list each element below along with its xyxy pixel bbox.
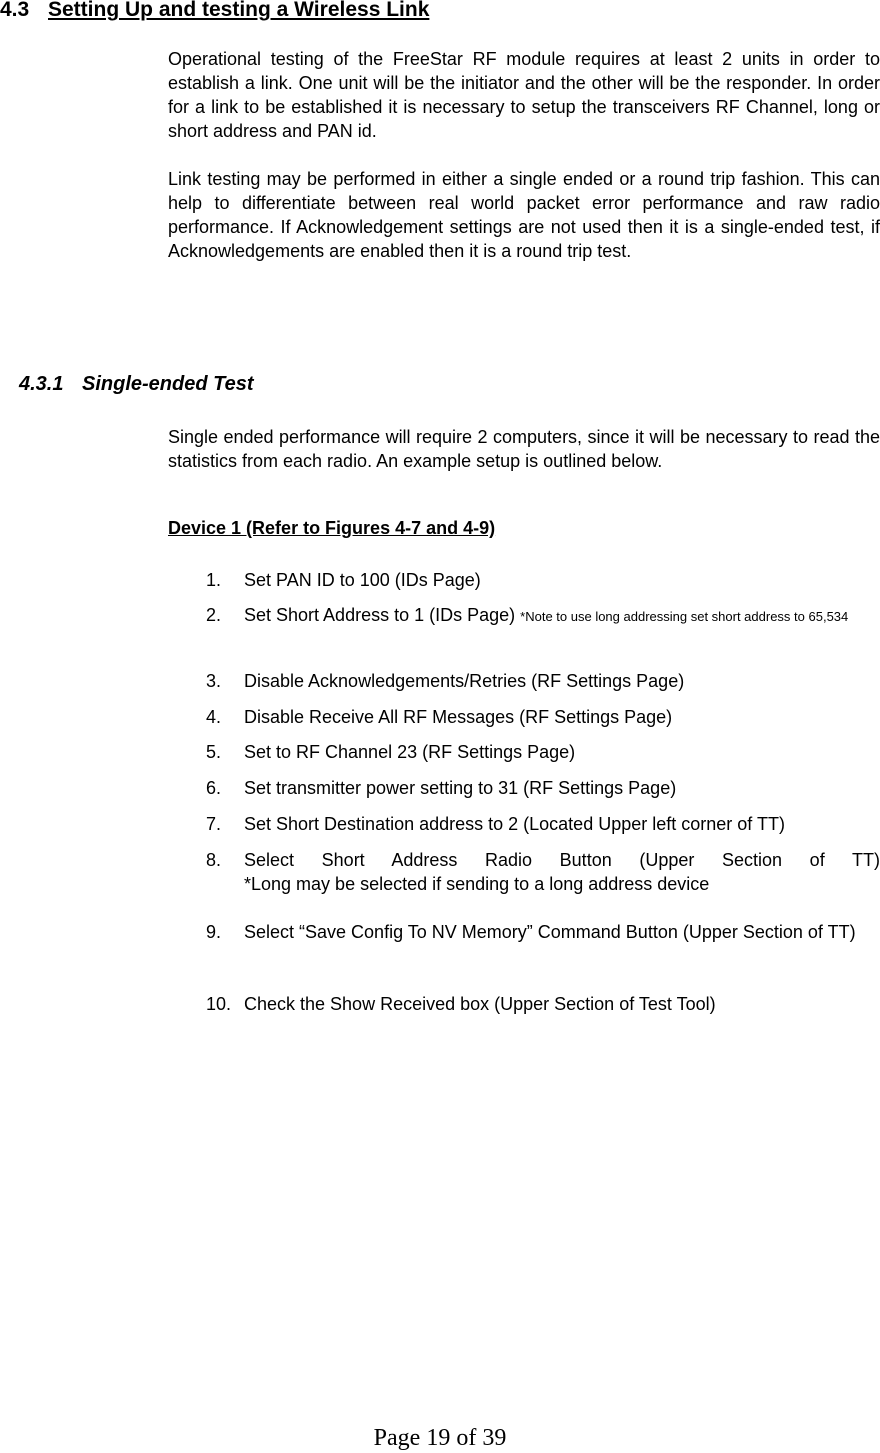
list-item: [206, 705, 880, 729]
list-item-text: Set Short Address to 1 (IDs Page): [244, 605, 516, 625]
list-item-text: Check the Show Received box (Upper Section of Test Tool): [244, 994, 716, 1014]
link-testing-paragraph: Link testing may be performed in either a single ended or a round trip fashion. This can help to differentiate between real world packet error performance and raw radio performance. If Acknowledgement settings are not used then it is a single-ended test, if Acknowledgements are enabled then it is a round trip test.: [168, 169, 880, 261]
section-number: 4.3: [0, 0, 30, 21]
list-item-number: 5.: [206, 742, 222, 762]
list-item-note: *Note to use long addressing set short address to 65,534: [520, 609, 849, 624]
list-item: [206, 568, 880, 592]
list-item-subtext: *Long may be selected if sending to a long address device: [244, 874, 710, 894]
list-item-text: Set transmitter power setting to 31 (RF Settings Page): [244, 778, 677, 798]
list-item-text: Disable Receive All RF Messages (RF Settings Page): [244, 707, 673, 727]
intro-paragraph: Operational testing of the FreeStar RF module requires at least 2 units in order to establish a link. One unit will be the initiator and the other will be the responder. In order for a link to be established it is necessary to setup the transceivers RF Channel, long or short address and PAN id.: [168, 49, 880, 141]
page-number: Page 19 of 39: [373, 1425, 507, 1451]
list-item-number: 1.: [206, 570, 222, 590]
list-item: [206, 812, 880, 836]
list-item-number: 8.: [206, 850, 222, 870]
list-item: [206, 920, 880, 944]
list-item-text: Set Short Destination address to 2 (Located Upper left corner of TT): [244, 814, 785, 834]
list-item: [206, 992, 880, 1016]
subsection-title: Single-ended Test: [82, 373, 254, 395]
section-heading: [0, 0, 429, 22]
list-item: [206, 603, 880, 627]
list-item-text: Select Short Address Radio Button (Upper Section of TT): [244, 850, 880, 870]
subsection-body: Single ended performance will require 2 computers, since it will be necessary to read the statistics from each radio. An example setup is outlined below.: [168, 427, 880, 471]
list-item-number: 3.: [206, 671, 222, 691]
list-item-text: Set PAN ID to 100 (IDs Page): [244, 570, 481, 590]
list-item-text: Set to RF Channel 23 (RF Settings Page): [244, 742, 576, 762]
list-item-number: 10.: [206, 994, 232, 1014]
section-title: Setting Up and testing a Wireless Link: [48, 0, 430, 21]
list-item-number: 2.: [206, 605, 222, 625]
list-item: [206, 669, 880, 693]
list-item: [206, 776, 880, 800]
list-item-number: 7.: [206, 814, 222, 834]
list-item: [206, 848, 880, 896]
list-item-number: 9.: [206, 922, 222, 942]
list-item-text: Disable Acknowledgements/Retries (RF Settings Page): [244, 671, 685, 691]
subsection-number: 4.3.1: [19, 373, 64, 395]
list-item-number: 4.: [206, 707, 222, 727]
list-item-text: Select “Save Config To NV Memory” Command Button (Upper Section of TT): [244, 922, 856, 942]
device-heading: Device 1 (Refer to Figures 4-7 and 4-9): [168, 518, 496, 538]
subsection-heading: [19, 373, 254, 396]
list-item: [206, 740, 880, 764]
list-item-number: 6.: [206, 778, 222, 798]
